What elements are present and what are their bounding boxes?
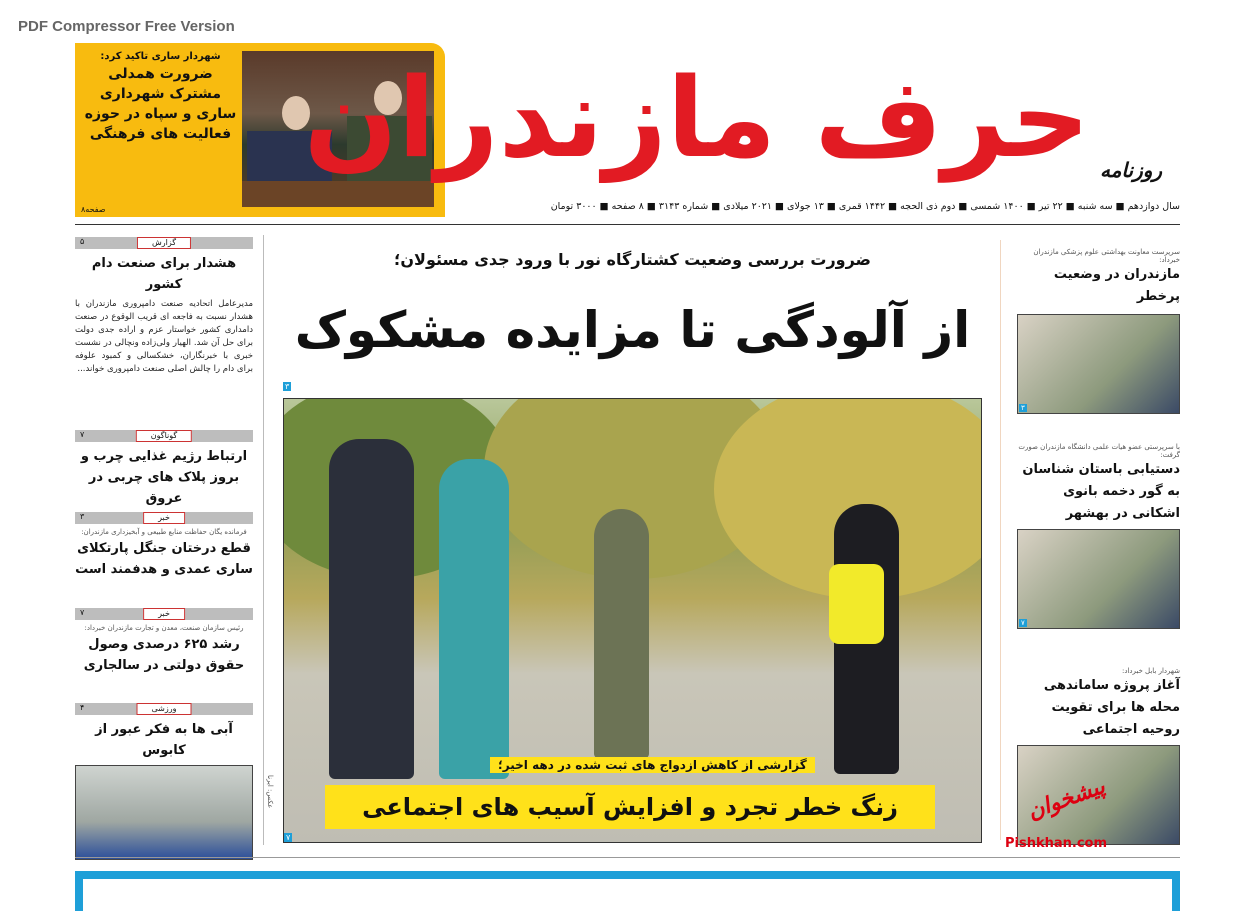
page-number: ۷ bbox=[80, 430, 85, 439]
section-label: خبر bbox=[143, 608, 185, 620]
watermark: PDF Compressor Free Version bbox=[18, 18, 235, 35]
promo-headline: ضرورت همدلی مشترک شهرداری ساری و سپاه در حوزه فعالیت های فرهنگی bbox=[84, 66, 237, 142]
story-kicker: با سرپرستی عضو هیات علمی دانشگاه مازندران صورت گرفت: bbox=[1018, 443, 1180, 459]
left-story-2[interactable] bbox=[75, 430, 253, 509]
right-story-2[interactable] bbox=[1015, 443, 1180, 629]
bottom-box bbox=[75, 871, 1180, 911]
right-story-3[interactable] bbox=[1015, 667, 1180, 845]
page-number: ۵ bbox=[80, 237, 85, 246]
left-story-4[interactable] bbox=[75, 608, 253, 676]
story-headline: آبی ها به فکر عبور از کابوس bbox=[95, 722, 233, 758]
photo-credit: عکس: ایرنا bbox=[266, 775, 274, 809]
page-number: ۷ bbox=[1021, 619, 1025, 627]
caption-page: ۷ bbox=[286, 833, 291, 842]
pishkhan-logo: پیشخوان bbox=[1023, 773, 1109, 825]
story-kicker: رئیس سازمان صنعت، معدن و تجارت مازندران خبرداد: bbox=[84, 624, 244, 632]
story-headline: قطع درختان جنگل پارتکلای ساری عمدی و هدفمند است bbox=[75, 541, 253, 577]
right-story-1[interactable] bbox=[1015, 248, 1180, 414]
masthead-logo: حرف مازندران bbox=[303, 54, 1090, 182]
masthead-type: روزنامه bbox=[1100, 158, 1163, 182]
page-number: ۳ bbox=[80, 512, 85, 521]
lead-kicker: ضرورت بررسی وضعیت کشتارگاه نور با ورود جدی مسئولان؛ bbox=[393, 250, 872, 269]
left-story-5[interactable] bbox=[75, 703, 253, 860]
site-url: Pishkhan.com bbox=[1005, 836, 1108, 851]
story-photo bbox=[1017, 745, 1180, 845]
story-kicker: شهردار بابل خبرداد: bbox=[1121, 667, 1180, 675]
page-number: ۴ bbox=[80, 703, 85, 712]
sports-photo bbox=[75, 765, 253, 860]
promo-page: صفحه۸ bbox=[81, 205, 106, 214]
caption-kicker: گزارشی از کاهش ازدواج های ثبت شده در دهه اخیر؛ bbox=[490, 757, 815, 773]
story-headline: مازندران در وضعیت پرخطر bbox=[1053, 267, 1180, 304]
caption-headline[interactable]: زنگ خطر تجرد و افزایش آسیب های اجتماعی bbox=[325, 785, 935, 829]
story-headline: هشدار برای صنعت دام کشور bbox=[91, 256, 237, 292]
story-kicker: فرمانده یگان حفاظت منابع طبیعی و آبخیزداری مازندران: bbox=[81, 528, 247, 536]
story-photo bbox=[1017, 529, 1180, 629]
lead-headline[interactable]: از آلودگی تا مزایده مشکوک bbox=[294, 301, 971, 359]
section-label: ورزشی bbox=[137, 703, 192, 715]
story-kicker: سرپرست معاونت بهداشتی علوم پزشکی مازندران خبرداد: bbox=[1033, 248, 1180, 264]
section-label: گزارش bbox=[137, 237, 191, 249]
lead-photo[interactable] bbox=[283, 398, 982, 843]
story-headline: ارتباط رژیم غذایی چرب و بروز پلاک های چربی در عروق bbox=[80, 449, 248, 506]
story-headline: آغاز پروژه ساماندهی محله ها برای تقویت روحیه اجتماعی bbox=[1043, 678, 1180, 737]
page-number: ۷ bbox=[80, 608, 85, 617]
promo-kicker: شهردار ساری تاکید کرد: bbox=[100, 51, 221, 62]
story-photo bbox=[1017, 314, 1180, 414]
story-headline: رشد ۶۲۵ درصدی وصول حقوق دولتی در سالجاری bbox=[83, 637, 245, 673]
left-story-3[interactable] bbox=[75, 512, 253, 580]
section-label: گوناگون bbox=[136, 430, 192, 442]
story-headline: دستیابی باستان شناسان به گور دخمه بانوی اشکانی در بهشهر bbox=[1022, 462, 1180, 521]
left-story-1[interactable] bbox=[75, 237, 253, 376]
page-number: ۳ bbox=[1021, 404, 1025, 412]
section-label: خبر bbox=[143, 512, 185, 524]
dateline: سال دوازدهم ■ سه شنبه ■ ۲۲ تیر ■ ۱۴۰۰ شمسی ■ دوم ذی الحجه ■ ۱۴۴۲ قمری ■ ۱۳ جولای ■ ۲۰۲۱ میلادی ■ شماره ۳۱۴۳ ■ ۸ صفحه ■ ۳۰۰۰ تومان bbox=[550, 201, 1180, 212]
story-body: مدیرعامل اتحادیه صنعت دامپروری مازندران با هشدار نسبت به فاجعه ای قریب الوقوع در صنعت دامداری کشور خواستار عزم و اراده جدی دولت برای حل آن شد. الهیار ولی‌زاده ونچالی در نشست خبری با خبرنگاران، خشکسالی و کمبود علوفه برای دام را چالش اصلی صنعت دامپروری خواند... bbox=[75, 299, 253, 374]
lead-page: ۳ bbox=[285, 382, 290, 391]
